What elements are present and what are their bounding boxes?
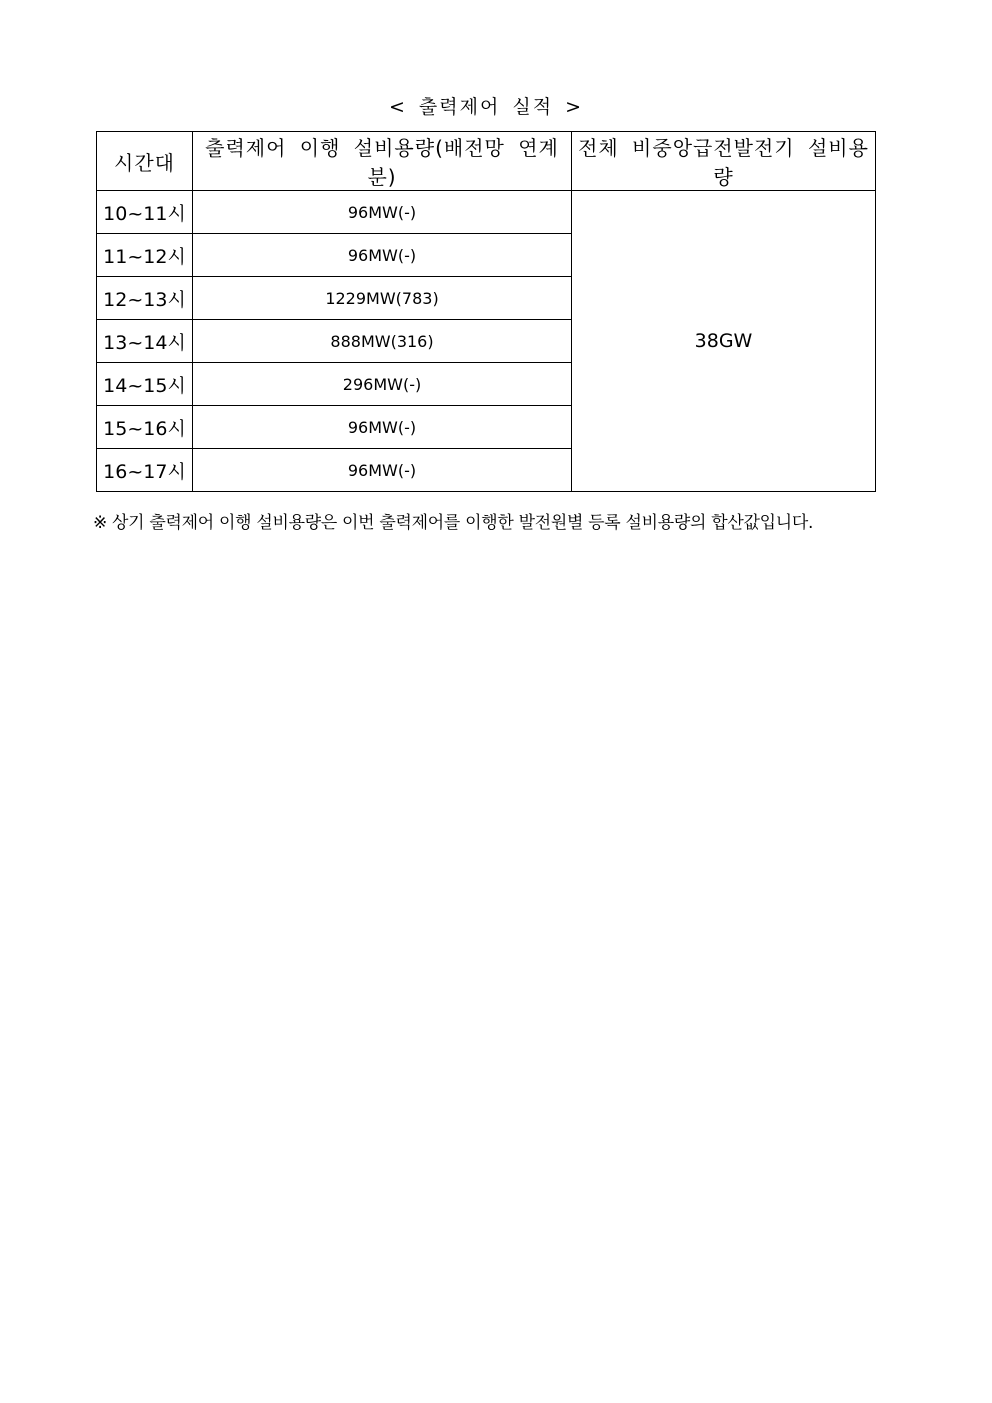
time-cell: 10~11시 <box>97 191 193 234</box>
total-capacity-cell: 38GW <box>572 191 876 492</box>
capacity-cell: 96MW(-) <box>193 449 572 492</box>
capacity-cell: 888MW(316) <box>193 320 572 363</box>
curtailment-table <box>96 131 876 492</box>
header-total-capacity: 전체 비중앙급전발전기 설비용량 <box>572 132 876 191</box>
time-cell: 16~17시 <box>97 449 193 492</box>
header-controlled-capacity: 출력제어 이행 설비용량(배전망 연계분) <box>193 132 572 191</box>
header-time: 시간대 <box>97 132 193 191</box>
capacity-cell: 96MW(-) <box>193 191 572 234</box>
header-row <box>97 132 876 191</box>
capacity-cell: 296MW(-) <box>193 363 572 406</box>
time-cell: 12~13시 <box>97 277 193 320</box>
time-cell: 15~16시 <box>97 406 193 449</box>
time-cell: 13~14시 <box>97 320 193 363</box>
capacity-cell: 1229MW(783) <box>193 277 572 320</box>
footnote: ※ 상기 출력제어 이행 설비용량은 이번 출력제어를 이행한 발전원별 등록 설비용량의 합산값입니다. <box>93 513 814 533</box>
capacity-cell: 96MW(-) <box>193 234 572 277</box>
table-title: < 출력제어 실적 > <box>388 96 584 118</box>
table-row <box>97 191 876 234</box>
capacity-cell: 96MW(-) <box>193 406 572 449</box>
time-cell: 14~15시 <box>97 363 193 406</box>
time-cell: 11~12시 <box>97 234 193 277</box>
